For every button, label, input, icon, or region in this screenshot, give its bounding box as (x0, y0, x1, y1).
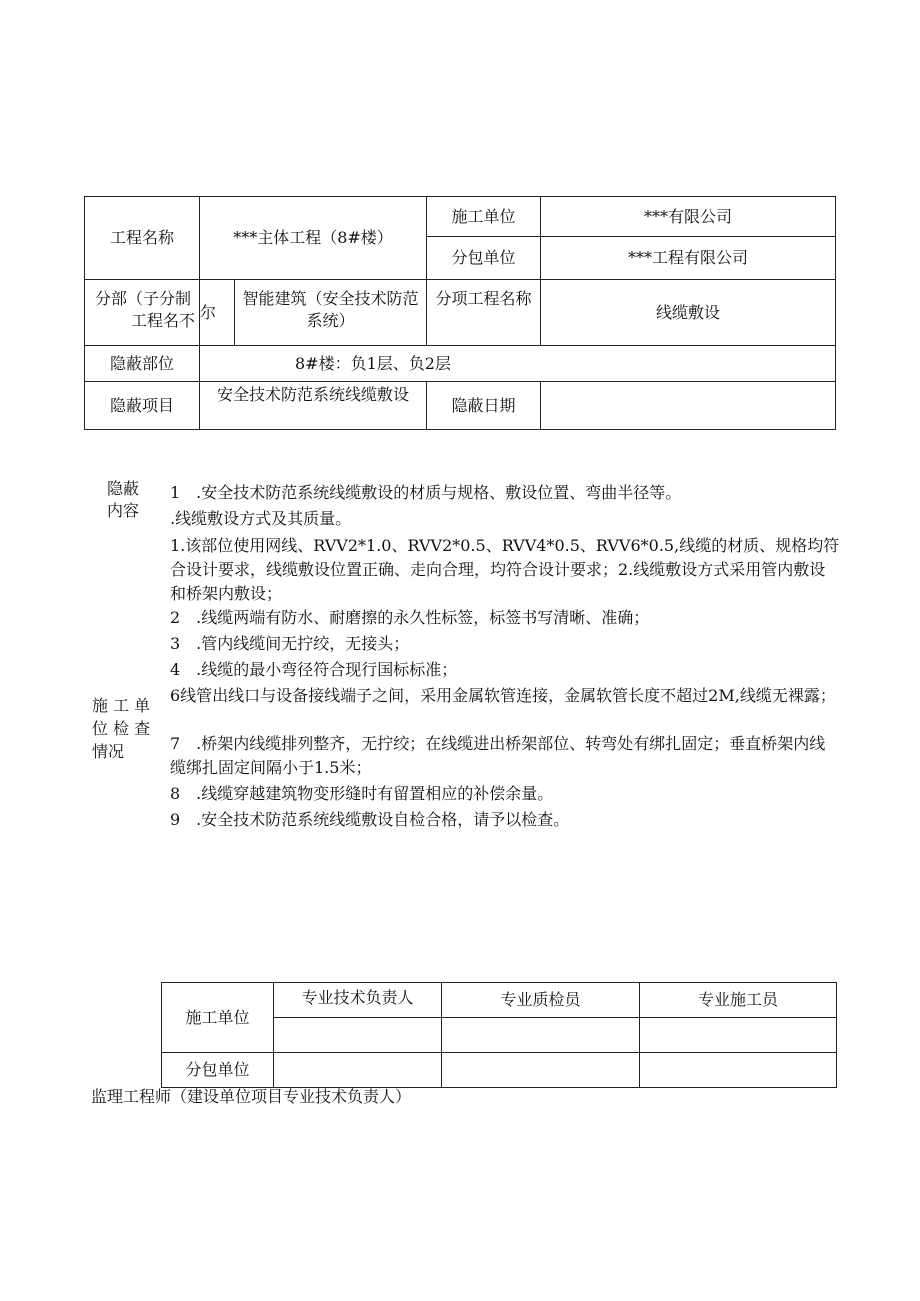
item-name-value: 线缆敷设 (541, 280, 836, 346)
contractor-value: ***有限公司 (541, 197, 836, 237)
sign-cell (640, 1053, 837, 1088)
item-name-label: 分项工程名称 (427, 280, 541, 346)
inspection-label (92, 694, 150, 763)
project-name-label: 工程名称 (85, 197, 200, 280)
project-info-table (84, 196, 836, 430)
content-label-line1: 隐蔽 (107, 479, 140, 498)
sign-subcontractor-label: 分包单位 (162, 1053, 274, 1088)
signature-table (161, 982, 837, 1088)
sign-cell (442, 1018, 640, 1053)
hidden-part-value: 8#楼：负1层、负2层 (200, 346, 836, 382)
division-label-line2: 工程名不 (131, 311, 196, 330)
division-value-cell (235, 280, 427, 346)
sign-col3-header: 专业施工员 (640, 983, 837, 1018)
inspection-item-1: 1.该部位使用网线、RVV2*1.0、RVV2*0.5、RVV4*0.5、RVV6*0.5,线缆的材质、规格均符合设计要求，线缆敷设位置正确、走向合理，均符合设计要求；2.线缆敷设方式采用管内敷设和桥架内敷设； (170, 536, 840, 603)
content-line-1: 1 .安全技术防范系统线缆敷设的材质与规格、敷设位置、弯曲半径等。 (170, 483, 682, 502)
sign-col2-header: 专业质检员 (442, 983, 640, 1018)
division-label-tail: 尔 (200, 280, 235, 346)
division-value-line2: 系统） (306, 311, 355, 330)
sign-cell (274, 1018, 442, 1053)
hidden-part-label: 隐蔽部位 (85, 346, 200, 382)
subcontractor-label: 分包单位 (427, 237, 541, 280)
hidden-date-value (541, 382, 836, 430)
inspection-item-6: 7 .桥架内线缆排列整齐，无拧绞；在线缆进出桥架部位、转弯处有绑扎固定；垂直桥架内线缆绑扎固定间隔小于1.5米； (170, 734, 826, 777)
content-label-line2: 内容 (107, 501, 140, 520)
content-label (107, 478, 139, 522)
project-name-value: ***主体工程（8#楼） (200, 197, 427, 280)
inspection-item-5: 6线管出线口与设备接线端子之间，采用金属软管连接，金属软管长度不超过2M,线缆无裸露； (170, 686, 836, 705)
inspection-label-line3: 情况 (92, 742, 125, 761)
hidden-date-label: 隐蔽日期 (427, 382, 541, 430)
content-line-2: .线缆敷设方式及其质量。 (170, 509, 352, 528)
sign-cell (274, 1053, 442, 1088)
supervisor-text: 监理工程师（建设单位项目专业技术负责人） (91, 1087, 412, 1106)
subcontractor-value: ***工程有限公司 (541, 237, 836, 280)
sign-contractor-label: 施工单位 (162, 983, 274, 1053)
sign-cell (442, 1053, 640, 1088)
inspection-item-4: 4 .线缆的最小弯径符合现行国标标准； (170, 660, 458, 679)
division-label-cell (85, 280, 200, 346)
inspection-item-8: 9 .安全技术防范系统线缆敷设自检合格，请予以检查。 (170, 810, 570, 829)
hidden-item-label: 隐蔽项目 (85, 382, 200, 430)
sign-cell (640, 1018, 837, 1053)
hidden-item-value: 安全技术防范系统线缆敷设 (200, 382, 427, 430)
sign-col1-header: 专业技术负责人 (274, 983, 442, 1018)
contractor-label: 施工单位 (427, 197, 541, 237)
division-value-line1: 智能建筑（安全技术防范 (242, 289, 419, 308)
inspection-item-3: 3 .管内线缆间无拧绞，无接头； (170, 634, 410, 653)
inspection-item-7: 8 .线缆穿越建筑物变形缝时有留置相应的补偿余量。 (170, 784, 554, 803)
inspection-label-line2: 位 检 查 (92, 719, 151, 738)
inspection-label-line1: 施 工 单 (92, 696, 151, 715)
division-label-line1: 分部（子分制 (95, 289, 192, 308)
inspection-item-2: 2 .线缆两端有防水、耐磨擦的永久性标签，标签书写清晰、准确； (170, 608, 650, 627)
